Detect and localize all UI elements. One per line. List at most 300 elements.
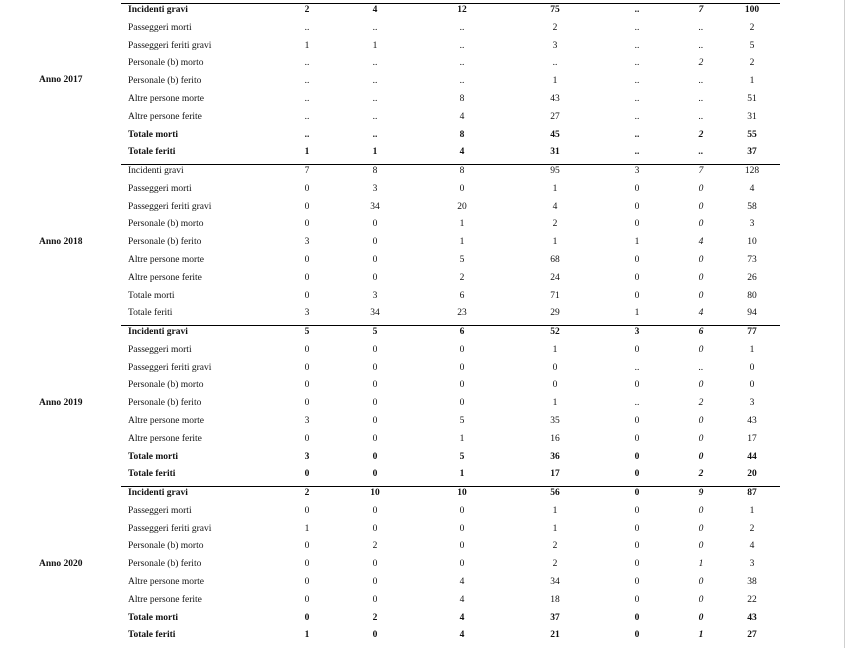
table-cell: 0: [372, 398, 378, 408]
table-cell: 29: [550, 308, 560, 318]
table-cell: 1: [749, 345, 755, 355]
table-row: [0, 74, 848, 88]
table-cell: ..: [372, 76, 378, 86]
table-cell: 4: [459, 147, 465, 157]
table-cell: 27: [747, 630, 757, 640]
table-cell: 0: [634, 202, 640, 212]
table-cell: 51: [747, 94, 757, 104]
table-cell: 4: [552, 202, 558, 212]
table-cell: 8: [459, 94, 465, 104]
table-cell: 31: [550, 147, 560, 157]
table-cell: ..: [372, 58, 378, 68]
table-cell: ..: [552, 58, 558, 68]
table-cell: 87: [747, 488, 757, 498]
table-cell: 45: [550, 130, 560, 140]
table-cell: ..: [634, 58, 640, 68]
table-cell: 0: [372, 577, 378, 587]
table-cell: 0: [634, 630, 640, 640]
table-cell: ..: [372, 94, 378, 104]
table-cell: 23: [457, 308, 467, 318]
table-cell: 1: [459, 219, 465, 229]
table-cell: 1: [459, 469, 465, 479]
table-cell: 6: [459, 327, 465, 337]
row-label: Passeggeri feriti gravi: [128, 41, 212, 51]
table-row: [0, 522, 848, 536]
row-label: Passeggeri morti: [128, 23, 192, 33]
row-label: Passeggeri morti: [128, 184, 192, 194]
table-cell: 1: [552, 76, 558, 86]
table-cell: 58: [747, 202, 757, 212]
table-cell: 2: [749, 58, 755, 68]
table-row: [0, 182, 848, 196]
table-cell: 0: [634, 488, 640, 498]
table-cell: ..: [634, 147, 640, 157]
table-cell: ..: [698, 76, 704, 86]
table-cell: 35: [550, 416, 560, 426]
table-cell: 0: [698, 434, 704, 444]
row-label: Totale morti: [128, 130, 179, 140]
table-cell: 0: [459, 559, 465, 569]
table-row: [0, 217, 848, 231]
table-row: [0, 486, 848, 500]
table-cell: 0: [372, 559, 378, 569]
table-cell: 0: [698, 184, 704, 194]
table-cell: 128: [744, 166, 760, 176]
table-cell: 8: [459, 166, 465, 176]
table-cell: 2: [304, 488, 310, 498]
table-cell: ..: [698, 94, 704, 104]
table-cell: ..: [634, 112, 640, 122]
table-cell: 0: [698, 416, 704, 426]
table-cell: 80: [747, 291, 757, 301]
table-row: [0, 289, 848, 303]
table-cell: 1: [552, 398, 558, 408]
table-cell: 0: [634, 559, 640, 569]
table-cell: 0: [634, 219, 640, 229]
table-row: [0, 200, 848, 214]
table-cell: 0: [459, 541, 465, 551]
table-cell: ..: [698, 147, 704, 157]
table-cell: ..: [372, 112, 378, 122]
row-label: Totale morti: [128, 452, 179, 462]
table-cell: 44: [747, 452, 757, 462]
table-cell: ..: [372, 130, 378, 140]
table-cell: 1: [304, 147, 310, 157]
table-cell: 3: [634, 166, 640, 176]
table-cell: 0: [304, 613, 310, 623]
table-row: [0, 343, 848, 357]
table-cell: 3: [372, 184, 378, 194]
table-cell: 5: [749, 41, 755, 51]
table-cell: 0: [304, 273, 310, 283]
table-cell: 0: [304, 255, 310, 265]
table-cell: 43: [550, 94, 560, 104]
table-cell: 0: [372, 595, 378, 605]
table-cell: 27: [550, 112, 560, 122]
table-cell: ..: [698, 23, 704, 33]
table-cell: 2: [698, 58, 704, 68]
table-cell: 2: [372, 541, 378, 551]
table-row: [0, 414, 848, 428]
table-cell: 7: [698, 5, 704, 15]
table-cell: 43: [747, 416, 757, 426]
row-label: Passeggeri morti: [128, 506, 192, 516]
table-cell: 4: [372, 5, 378, 15]
table-cell: 1: [634, 237, 640, 247]
table-cell: ..: [634, 76, 640, 86]
table-cell: 0: [698, 506, 704, 516]
table-cell: 0: [304, 380, 310, 390]
table-row: [0, 450, 848, 464]
table-row: [0, 467, 848, 481]
row-label: Incidenti gravi: [128, 488, 188, 498]
table-cell: 0: [634, 416, 640, 426]
row-label: Passeggeri morti: [128, 345, 192, 355]
table-cell: 1: [459, 237, 465, 247]
table-cell: 0: [634, 345, 640, 355]
table-cell: 6: [698, 327, 704, 337]
table-cell: 0: [304, 291, 310, 301]
row-label: Passeggeri feriti gravi: [128, 202, 212, 212]
table-cell: 68: [550, 255, 560, 265]
row-label: Incidenti gravi: [128, 5, 188, 15]
table-cell: 5: [459, 452, 465, 462]
row-label: Personale (b) ferito: [128, 237, 202, 247]
table-cell: 1: [552, 506, 558, 516]
table-cell: ..: [634, 41, 640, 51]
table-row: [0, 92, 848, 106]
table-cell: 55: [747, 130, 757, 140]
table-cell: 0: [634, 184, 640, 194]
year-label: Anno 2019: [39, 398, 83, 408]
table-cell: 38: [747, 577, 757, 587]
table-cell: 4: [459, 112, 465, 122]
table-row: [0, 611, 848, 625]
table-cell: 0: [552, 363, 558, 373]
table-row: [0, 593, 848, 607]
table-cell: 0: [634, 524, 640, 534]
table-cell: 0: [634, 595, 640, 605]
table-row: [0, 378, 848, 392]
row-label: Incidenti gravi: [128, 327, 188, 337]
table-cell: ..: [698, 112, 704, 122]
table-row: [0, 271, 848, 285]
table-row: [0, 539, 848, 553]
table-cell: 0: [372, 255, 378, 265]
table-cell: 0: [304, 345, 310, 355]
table-cell: 1: [459, 434, 465, 444]
table-cell: 0: [634, 291, 640, 301]
row-label: Personale (b) morto: [128, 541, 204, 551]
table-cell: 0: [304, 595, 310, 605]
table-cell: 3: [749, 398, 755, 408]
table-cell: 1: [372, 147, 378, 157]
table-cell: 0: [459, 506, 465, 516]
table-cell: 0: [372, 524, 378, 534]
table-cell: 17: [747, 434, 757, 444]
table-cell: ..: [698, 41, 704, 51]
table-cell: 5: [304, 327, 310, 337]
table-cell: 9: [698, 488, 704, 498]
table-cell: 0: [304, 398, 310, 408]
table-cell: 1: [552, 345, 558, 355]
table-cell: 52: [550, 327, 560, 337]
table-cell: 26: [747, 273, 757, 283]
row-label: Personale (b) ferito: [128, 398, 202, 408]
table-cell: 0: [372, 434, 378, 444]
table-cell: ..: [634, 398, 640, 408]
table-cell: 3: [304, 237, 310, 247]
table-cell: 0: [698, 577, 704, 587]
table-row: [0, 21, 848, 35]
table-cell: ..: [304, 130, 310, 140]
table-cell: 0: [698, 345, 704, 355]
table-cell: 0: [304, 434, 310, 444]
table-cell: 0: [698, 524, 704, 534]
row-label: Altre persone morte: [128, 94, 204, 104]
table-cell: ..: [304, 23, 310, 33]
table-cell: 0: [459, 184, 465, 194]
table-cell: 10: [370, 488, 380, 498]
table-row: [0, 128, 848, 142]
table-cell: 20: [747, 469, 757, 479]
row-label: Personale (b) morto: [128, 58, 204, 68]
table-cell: 4: [459, 613, 465, 623]
table-cell: 0: [304, 559, 310, 569]
table-cell: 1: [552, 524, 558, 534]
year-label: Anno 2017: [39, 75, 83, 85]
table-row: [0, 628, 848, 642]
table-cell: 10: [747, 237, 757, 247]
table-cell: 1: [552, 184, 558, 194]
table-cell: 3: [749, 559, 755, 569]
row-label: Totale feriti: [128, 469, 176, 479]
table-cell: 2: [552, 559, 558, 569]
table-cell: 71: [550, 291, 560, 301]
row-label: Altre persone morte: [128, 416, 204, 426]
table-cell: 10: [457, 488, 467, 498]
table-cell: 8: [372, 166, 378, 176]
table-row: [0, 164, 848, 178]
table-cell: 0: [372, 237, 378, 247]
table-cell: 5: [372, 327, 378, 337]
table-cell: 75: [550, 5, 560, 15]
row-label: Altre persone morte: [128, 255, 204, 265]
table-cell: 1: [749, 76, 755, 86]
table-cell: 34: [550, 577, 560, 587]
table-cell: 12: [457, 5, 467, 15]
table-cell: 20: [457, 202, 467, 212]
table-cell: 4: [459, 577, 465, 587]
page-right-border: [844, 0, 845, 648]
table-cell: 4: [749, 541, 755, 551]
table-cell: 2: [749, 23, 755, 33]
table-cell: 4: [749, 184, 755, 194]
table-cell: 0: [372, 416, 378, 426]
table-cell: 2: [552, 541, 558, 551]
table-cell: 0: [372, 363, 378, 373]
table-cell: 0: [372, 469, 378, 479]
table-cell: ..: [304, 76, 310, 86]
table-cell: 4: [698, 308, 704, 318]
table-cell: 36: [550, 452, 560, 462]
table-cell: ..: [634, 94, 640, 104]
table-cell: 0: [698, 452, 704, 462]
row-label: Totale morti: [128, 291, 175, 301]
table-cell: 0: [304, 541, 310, 551]
table-cell: 3: [552, 41, 558, 51]
table-cell: 3: [372, 291, 378, 301]
table-cell: 0: [634, 613, 640, 623]
table-cell: 3: [304, 416, 310, 426]
table-cell: 94: [747, 308, 757, 318]
table-cell: 3: [634, 327, 640, 337]
table-cell: 0: [304, 219, 310, 229]
row-label: Totale morti: [128, 613, 179, 623]
table-row: [0, 361, 848, 375]
table-cell: 2: [304, 5, 310, 15]
table-cell: 0: [698, 291, 704, 301]
table-cell: 0: [749, 380, 755, 390]
table-cell: 0: [698, 219, 704, 229]
table-cell: 2: [698, 130, 704, 140]
table-cell: ..: [304, 112, 310, 122]
table-cell: 37: [550, 613, 560, 623]
table-cell: 3: [304, 452, 310, 462]
table-cell: 1: [552, 237, 558, 247]
table-row: [0, 557, 848, 571]
table-cell: ..: [304, 58, 310, 68]
table-cell: 0: [304, 506, 310, 516]
table-cell: 2: [459, 273, 465, 283]
table-cell: 0: [749, 363, 755, 373]
table-cell: 0: [634, 273, 640, 283]
table-cell: 0: [634, 541, 640, 551]
table-cell: 1: [372, 41, 378, 51]
table-cell: 37: [747, 147, 757, 157]
row-label: Totale feriti: [128, 630, 176, 640]
table-cell: 0: [459, 398, 465, 408]
table-cell: 0: [304, 184, 310, 194]
table-cell: 2: [552, 219, 558, 229]
table-cell: ..: [459, 76, 465, 86]
table-cell: 34: [370, 308, 380, 318]
table-cell: 31: [747, 112, 757, 122]
table-cell: 43: [747, 613, 757, 623]
table-row: [0, 396, 848, 410]
table-cell: 0: [304, 363, 310, 373]
table-cell: 0: [698, 202, 704, 212]
table-cell: 1: [634, 308, 640, 318]
table-cell: 95: [550, 166, 560, 176]
table-cell: 2: [372, 613, 378, 623]
table-cell: 34: [370, 202, 380, 212]
table-cell: 0: [634, 577, 640, 587]
table-cell: 1: [304, 41, 310, 51]
table-cell: ..: [459, 58, 465, 68]
table-cell: ..: [698, 363, 704, 373]
table-row: [0, 110, 848, 124]
table-row: [0, 325, 848, 339]
table-row: [0, 575, 848, 589]
table-cell: 73: [747, 255, 757, 265]
table-row: [0, 432, 848, 446]
table-row: [0, 39, 848, 53]
table-cell: ..: [304, 94, 310, 104]
table-cell: 21: [550, 630, 560, 640]
row-label: Personale (b) morto: [128, 380, 204, 390]
table-cell: 0: [372, 219, 378, 229]
table-cell: 1: [304, 524, 310, 534]
table-cell: 100: [744, 5, 760, 15]
table-cell: 0: [698, 613, 704, 623]
table-cell: 0: [634, 380, 640, 390]
table-cell: 0: [372, 630, 378, 640]
table-row: [0, 56, 848, 70]
table-cell: 0: [372, 452, 378, 462]
table-cell: 0: [372, 273, 378, 283]
table-cell: 0: [304, 577, 310, 587]
table-cell: ..: [634, 130, 640, 140]
table-cell: 5: [459, 416, 465, 426]
table-cell: 5: [459, 255, 465, 265]
table-cell: 6: [459, 291, 465, 301]
table-cell: 2: [698, 398, 704, 408]
table-cell: 16: [550, 434, 560, 444]
table-cell: 1: [304, 630, 310, 640]
table-cell: 56: [550, 488, 560, 498]
table-row: [0, 3, 848, 17]
table-cell: ..: [634, 5, 640, 15]
row-label: Totale feriti: [128, 147, 176, 157]
row-label: Personale (b) morto: [128, 219, 204, 229]
table-cell: 7: [698, 166, 704, 176]
table-cell: 8: [459, 130, 465, 140]
table-cell: 0: [698, 595, 704, 605]
table-cell: 24: [550, 273, 560, 283]
table-cell: 3: [749, 219, 755, 229]
table-cell: 0: [372, 345, 378, 355]
table-cell: 1: [698, 559, 704, 569]
table-cell: 0: [304, 202, 310, 212]
table-cell: 0: [634, 469, 640, 479]
table-cell: 0: [552, 380, 558, 390]
table-cell: 77: [747, 327, 757, 337]
table-cell: 0: [459, 380, 465, 390]
row-label: Altre persone ferite: [128, 595, 202, 605]
table-cell: 2: [552, 23, 558, 33]
row-label: Passeggeri feriti gravi: [128, 524, 212, 534]
table-cell: 0: [698, 380, 704, 390]
table-cell: 0: [459, 524, 465, 534]
table-cell: 0: [698, 273, 704, 283]
table-cell: 2: [698, 469, 704, 479]
table-cell: 4: [459, 595, 465, 605]
table-cell: 17: [550, 469, 560, 479]
table-cell: 0: [634, 434, 640, 444]
row-label: Incidenti gravi: [128, 166, 184, 176]
table-cell: 4: [698, 237, 704, 247]
table-cell: ..: [634, 363, 640, 373]
row-label: Personale (b) ferito: [128, 559, 202, 569]
table-cell: 0: [459, 363, 465, 373]
table-cell: ..: [372, 23, 378, 33]
table-cell: ..: [459, 41, 465, 51]
table-cell: 0: [304, 469, 310, 479]
table-cell: 0: [634, 255, 640, 265]
table-cell: 3: [304, 308, 310, 318]
row-label: Passeggeri feriti gravi: [128, 363, 212, 373]
